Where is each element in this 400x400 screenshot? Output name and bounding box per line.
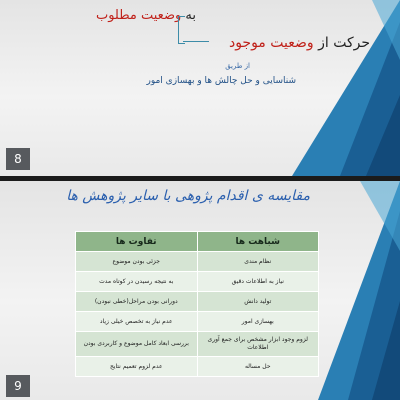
slide-number: 8 (6, 148, 30, 170)
desired-prefix: به (185, 8, 196, 23)
current-state-line (229, 35, 370, 51)
comparison-table (75, 231, 319, 377)
table-cell: جزئی بودن موضوع (76, 252, 198, 272)
column-header-differences: تفاوت ها (76, 232, 198, 252)
bracket-connector (178, 16, 185, 44)
table-row (76, 292, 319, 312)
table-row (76, 252, 319, 272)
slide-9 (0, 181, 400, 400)
current-state-text: وضعیت موجود (228, 35, 314, 51)
blue-corner-decoration (0, 0, 400, 176)
table-cell: به نتیجه رسیدن در کوتاه مدت (76, 272, 198, 292)
via-label: از طریق (225, 62, 250, 70)
slide-number: 9 (6, 375, 30, 397)
table-cell: نیاز به اطلاعات دقیق (197, 272, 319, 292)
table-cell: عدم لزوم تعمیم نتایج (76, 357, 198, 377)
slide-title: مقایسه ی اقدام پژوهی با سایر پژوهش ها (66, 188, 310, 204)
slide-8 (0, 0, 400, 176)
table-cell: لزوم وجود ابزار مشخص برای جمع آوری اطلاعات (197, 332, 319, 357)
knowledge-line: شناسایی و حل چالش ها و بهسازی امور (146, 76, 296, 86)
table-cell: عدم نیاز به تخصص خیلی زیاد (76, 312, 198, 332)
table-cell: بهسازی امور (197, 312, 319, 332)
desired-state-text: وضعیت مطلوب (95, 8, 182, 23)
table-row (76, 332, 319, 357)
table-row (76, 357, 319, 377)
table-cell: حل مساله (197, 357, 319, 377)
table-cell: بررسی ابعاد کامل موضوع و کاربردی بودن (76, 332, 198, 357)
table-cell: دورانی بودن مراحل(خطی نبودن) (76, 292, 198, 312)
move-prefix: حرکت از (318, 35, 370, 51)
bracket-arm (183, 41, 209, 42)
table-row (76, 272, 319, 292)
table-cell: تولید دانش (197, 292, 319, 312)
table-row (76, 312, 319, 332)
table-cell: نظام مندی (197, 252, 319, 272)
column-header-similarities: شباهت ها (197, 232, 319, 252)
